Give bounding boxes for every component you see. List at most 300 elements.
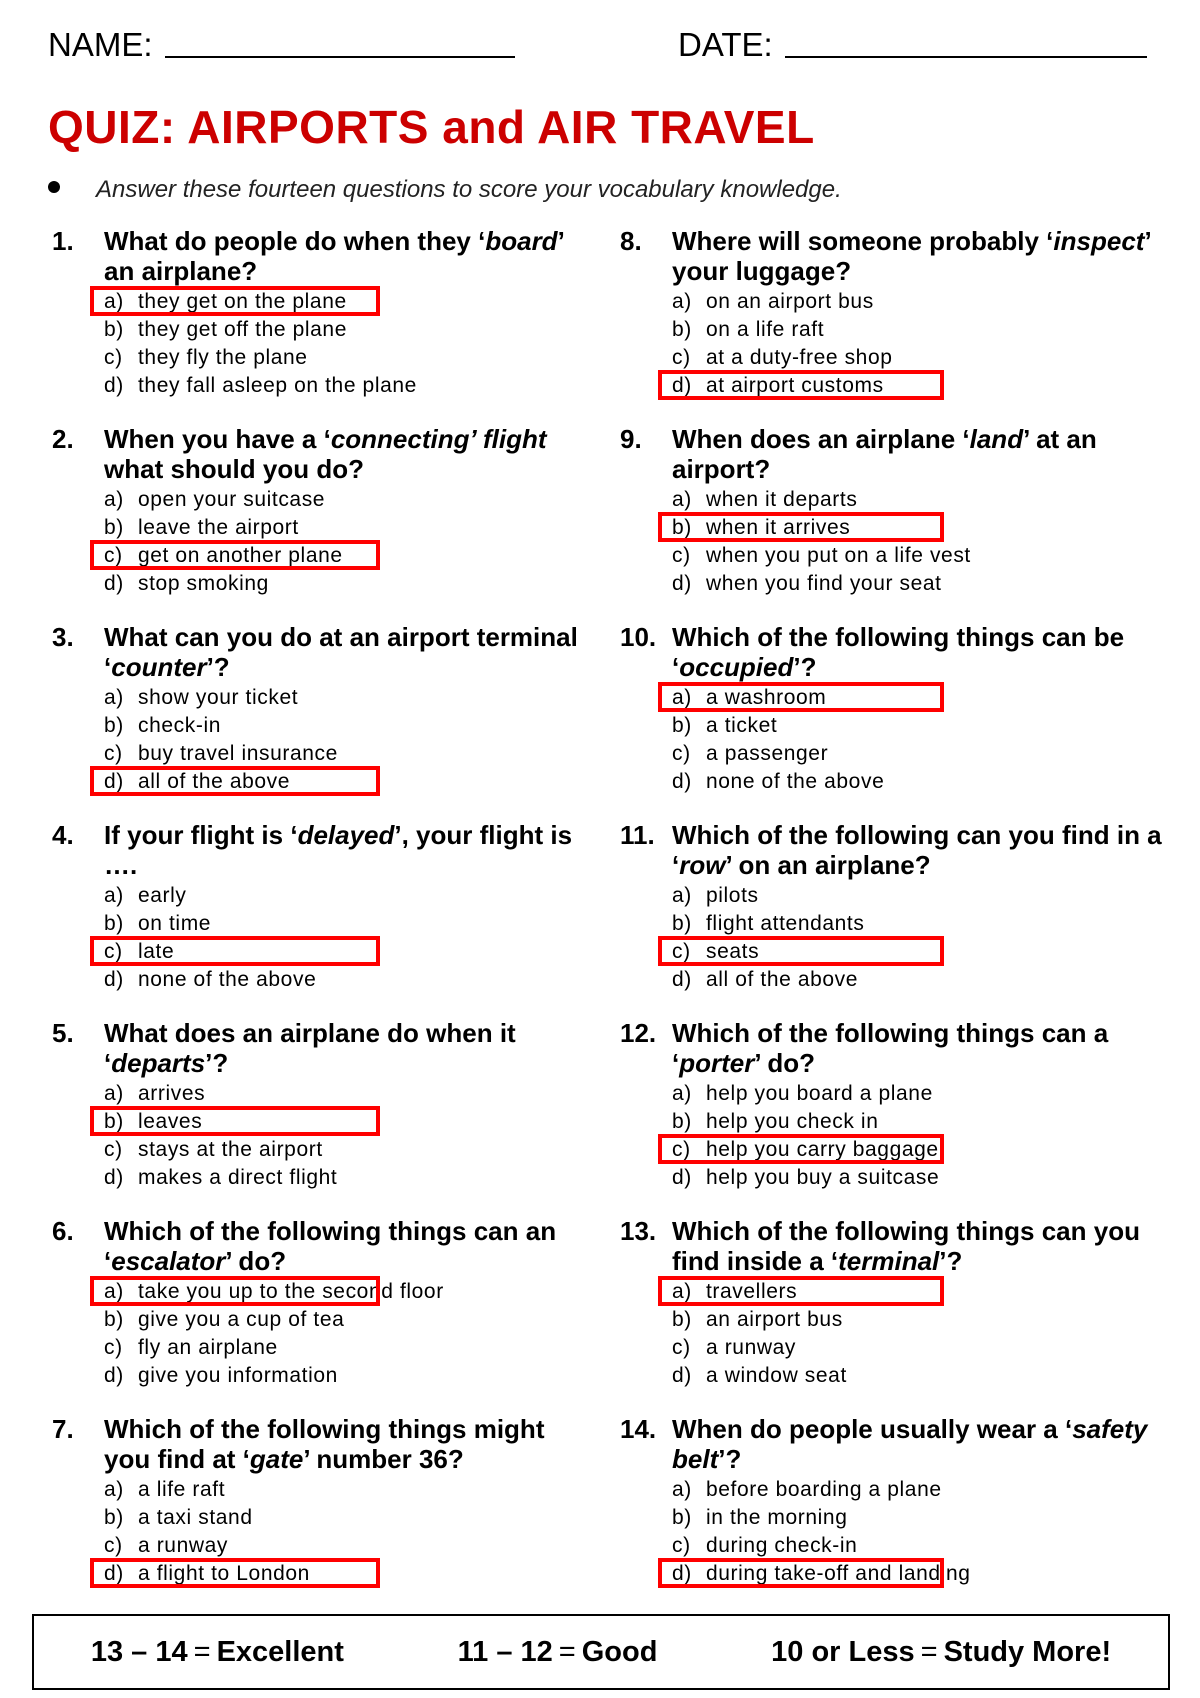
answer-option[interactable] xyxy=(672,570,1165,598)
question-text xyxy=(104,622,597,682)
question-prompt xyxy=(620,622,1165,682)
option-text: take you up to the second floor xyxy=(138,1280,444,1303)
option-letter: a) xyxy=(672,1082,692,1105)
answer-option[interactable] xyxy=(104,1080,597,1108)
option-text: a washroom xyxy=(706,686,827,709)
question-number: 12. xyxy=(620,1018,657,1048)
question-7 xyxy=(52,1414,597,1612)
answer-options xyxy=(104,882,597,994)
answer-option[interactable] xyxy=(104,910,597,938)
question-keyword: terminal xyxy=(838,1246,940,1276)
question-text-part: Where will someone probably ‘ xyxy=(672,226,1054,256)
question-text-part: ’? xyxy=(793,652,817,682)
question-keyword: gate xyxy=(249,1444,304,1474)
question-5 xyxy=(52,1018,597,1216)
answer-option[interactable] xyxy=(104,1334,597,1362)
instructions xyxy=(48,176,842,204)
answer-option[interactable] xyxy=(672,740,1165,768)
answer-options xyxy=(672,882,1165,994)
answer-option[interactable] xyxy=(104,316,597,344)
question-text xyxy=(104,1216,597,1276)
answer-option[interactable] xyxy=(104,712,597,740)
question-keyword: occupied xyxy=(679,652,794,682)
answer-options xyxy=(104,1278,597,1390)
option-text: when it arrives xyxy=(706,516,851,539)
question-2 xyxy=(52,424,597,622)
question-text-part: ’ do? xyxy=(754,1048,816,1078)
question-number: 11. xyxy=(620,820,655,850)
option-text: makes a direct flight xyxy=(138,1166,338,1189)
answer-option-correct[interactable] xyxy=(104,768,597,796)
answer-option[interactable] xyxy=(672,910,1165,938)
option-letter: a) xyxy=(672,1478,692,1501)
question-text-part: What do people do when they ‘ xyxy=(104,226,486,256)
question-number: 14. xyxy=(620,1414,657,1444)
answer-option-correct[interactable] xyxy=(104,542,597,570)
option-letter: b) xyxy=(104,318,124,341)
question-number: 6. xyxy=(52,1216,74,1246)
answer-option-correct[interactable] xyxy=(104,938,597,966)
answer-options xyxy=(672,288,1165,400)
date-blank-line[interactable] xyxy=(785,26,1147,58)
option-letter: b) xyxy=(672,912,692,935)
question-text xyxy=(104,1018,597,1078)
option-letter: a) xyxy=(672,884,692,907)
answer-option[interactable] xyxy=(672,1476,1165,1504)
option-letter: c) xyxy=(104,346,123,369)
option-letter: d) xyxy=(104,1166,124,1189)
answer-option-correct[interactable] xyxy=(672,514,1165,542)
option-letter: a) xyxy=(672,488,692,511)
question-text-part: ’ your luggage? xyxy=(672,226,1151,286)
question-number: 9. xyxy=(620,424,642,454)
score-range: 11 – 12 xyxy=(457,1635,553,1668)
question-prompt xyxy=(52,226,597,286)
answer-option[interactable] xyxy=(672,1164,1165,1192)
question-10 xyxy=(620,622,1165,820)
option-text: seats xyxy=(706,940,760,963)
answer-option[interactable] xyxy=(672,712,1165,740)
answer-option[interactable] xyxy=(104,740,597,768)
question-3 xyxy=(52,622,597,820)
answer-option[interactable] xyxy=(672,542,1165,570)
option-text: when you put on a life vest xyxy=(706,544,971,567)
option-letter: d) xyxy=(104,1562,124,1585)
question-text xyxy=(672,1414,1165,1474)
option-letter: d) xyxy=(104,1364,124,1387)
option-text: leaves xyxy=(138,1110,203,1133)
answer-option[interactable] xyxy=(672,1504,1165,1532)
option-letter: b) xyxy=(672,516,692,539)
option-text: they fly the plane xyxy=(138,346,308,369)
question-text-part: what should you do? xyxy=(104,454,364,484)
answer-options xyxy=(104,288,597,400)
question-keyword: departs xyxy=(111,1048,206,1078)
answer-option-correct[interactable] xyxy=(672,1136,1165,1164)
option-text: none of the above xyxy=(138,968,317,991)
question-text xyxy=(672,1216,1165,1276)
option-letter: b) xyxy=(104,516,124,539)
question-text xyxy=(672,424,1165,484)
question-text-part: ’ at an airport? xyxy=(672,424,1097,484)
option-text: on time xyxy=(138,912,212,935)
question-13 xyxy=(620,1216,1165,1414)
option-text: open your suitcase xyxy=(138,488,326,511)
question-text xyxy=(104,226,597,286)
option-text: they get on the plane xyxy=(138,290,347,313)
option-text: during take-off and landing xyxy=(706,1562,971,1585)
question-prompt xyxy=(620,226,1165,286)
option-letter: d) xyxy=(672,1166,692,1189)
question-number: 7. xyxy=(52,1414,74,1444)
question-text-part: ’ do? xyxy=(225,1246,287,1276)
question-text-part: Which of the following things can be ‘ xyxy=(672,622,1125,682)
question-8 xyxy=(620,226,1165,424)
question-text-part: When you have a ‘ xyxy=(104,424,331,454)
score-rating: Study More! xyxy=(943,1635,1112,1668)
question-text-part: If your flight is ‘ xyxy=(104,820,298,850)
question-number: 8. xyxy=(620,226,642,256)
question-text-part: ’ number 36? xyxy=(303,1444,464,1474)
question-keyword: connecting’ flight xyxy=(330,424,547,454)
question-text-part: When does an airplane ‘ xyxy=(672,424,970,454)
question-text-part: ’ on an airplane? xyxy=(725,850,931,880)
option-text: pilots xyxy=(706,884,759,907)
option-text: an airport bus xyxy=(706,1308,843,1331)
question-number: 10. xyxy=(620,622,657,652)
option-text: leave the airport xyxy=(138,516,299,539)
option-text: none of the above xyxy=(706,770,885,793)
option-letter: a) xyxy=(672,290,692,313)
question-keyword: land xyxy=(969,424,1024,454)
question-text xyxy=(672,1018,1165,1078)
answer-option[interactable] xyxy=(672,1532,1165,1560)
option-text: buy travel insurance xyxy=(138,742,338,765)
question-prompt xyxy=(52,1414,597,1474)
question-keyword: board xyxy=(485,226,558,256)
option-letter: d) xyxy=(672,968,692,991)
option-text: help you board a plane xyxy=(706,1082,933,1105)
option-text: help you carry baggage xyxy=(706,1138,939,1161)
question-keyword: delayed xyxy=(297,820,395,850)
name-blank-line[interactable] xyxy=(165,26,515,58)
score-range: 10 or Less xyxy=(771,1635,915,1668)
question-text-part: Which of the following things might you find at ‘ xyxy=(104,1414,545,1474)
score-legend xyxy=(32,1614,1170,1690)
option-letter: b) xyxy=(104,1110,124,1133)
answer-option-correct[interactable] xyxy=(672,372,1165,400)
answer-option[interactable] xyxy=(104,1504,597,1532)
question-6 xyxy=(52,1216,597,1414)
option-text: travellers xyxy=(706,1280,798,1303)
option-letter: c) xyxy=(104,544,123,567)
option-letter: c) xyxy=(672,742,691,765)
option-text: they get off the plane xyxy=(138,318,347,341)
question-number: 13. xyxy=(620,1216,657,1246)
quiz-title: QUIZ: AIRPORTS and AIR TRAVEL xyxy=(48,101,815,153)
answer-options xyxy=(104,1476,597,1588)
question-14 xyxy=(620,1414,1165,1612)
score-rating: Excellent xyxy=(216,1635,344,1668)
answer-option[interactable] xyxy=(104,344,597,372)
option-letter: b) xyxy=(672,1308,692,1331)
option-text: when you find your seat xyxy=(706,572,942,595)
answer-option-correct[interactable] xyxy=(104,1560,597,1588)
answer-option[interactable] xyxy=(104,1306,597,1334)
score-rating: Good xyxy=(581,1635,658,1668)
answer-option-correct[interactable] xyxy=(672,938,1165,966)
option-letter: c) xyxy=(104,940,123,963)
option-letter: d) xyxy=(672,374,692,397)
answer-option-correct[interactable] xyxy=(672,1560,1165,1588)
option-letter: a) xyxy=(104,290,124,313)
answer-option[interactable] xyxy=(104,966,597,994)
option-text: on a life raft xyxy=(706,318,825,341)
option-letter: c) xyxy=(104,1336,123,1359)
answer-option[interactable] xyxy=(672,1362,1165,1390)
answer-options xyxy=(104,1080,597,1192)
question-number: 5. xyxy=(52,1018,74,1048)
option-text: a flight to London xyxy=(138,1562,310,1585)
answer-option[interactable] xyxy=(672,288,1165,316)
option-text: help you check in xyxy=(706,1110,879,1133)
option-text: give you information xyxy=(138,1364,338,1387)
question-number: 4. xyxy=(52,820,74,850)
answer-option[interactable] xyxy=(104,1476,597,1504)
option-text: at a duty-free shop xyxy=(706,346,893,369)
question-text-part: ’? xyxy=(206,652,230,682)
question-text-part: Which of the following things can an ‘ xyxy=(104,1216,557,1276)
question-1 xyxy=(52,226,597,424)
option-text: a window seat xyxy=(706,1364,847,1387)
option-letter: c) xyxy=(672,346,691,369)
option-text: at airport customs xyxy=(706,374,884,397)
option-text: fly an airplane xyxy=(138,1336,278,1359)
option-letter: c) xyxy=(672,1534,691,1557)
answer-option[interactable] xyxy=(672,486,1165,514)
option-text: when it departs xyxy=(706,488,858,511)
answer-option[interactable] xyxy=(672,882,1165,910)
option-letter: d) xyxy=(104,374,124,397)
score-item: 11 – 12 = Good xyxy=(457,1635,658,1668)
option-letter: b) xyxy=(672,318,692,341)
option-letter: d) xyxy=(104,770,124,793)
option-text: during check-in xyxy=(706,1534,858,1557)
option-letter: d) xyxy=(672,572,692,595)
date-label: DATE: xyxy=(678,26,773,63)
question-11 xyxy=(620,820,1165,1018)
answer-options xyxy=(672,1476,1165,1588)
question-9 xyxy=(620,424,1165,622)
name-field[interactable] xyxy=(48,26,515,64)
answer-option[interactable] xyxy=(104,882,597,910)
question-text xyxy=(672,820,1165,880)
option-text: they fall asleep on the plane xyxy=(138,374,417,397)
question-prompt xyxy=(620,820,1165,880)
question-keyword: row xyxy=(679,850,726,880)
option-text: all of the above xyxy=(706,968,859,991)
answer-option-correct[interactable] xyxy=(672,1278,1165,1306)
option-letter: a) xyxy=(104,1280,124,1303)
option-text: in the morning xyxy=(706,1506,848,1529)
option-text: arrives xyxy=(138,1082,206,1105)
option-text: a taxi stand xyxy=(138,1506,253,1529)
question-prompt xyxy=(52,1216,597,1276)
option-letter: a) xyxy=(672,686,692,709)
option-letter: b) xyxy=(104,1506,124,1529)
question-text-part: When do people usually wear a ‘ xyxy=(672,1414,1073,1444)
option-text: on an airport bus xyxy=(706,290,874,313)
answer-option[interactable] xyxy=(104,1164,597,1192)
question-12 xyxy=(620,1018,1165,1216)
answer-option[interactable] xyxy=(672,1108,1165,1136)
answer-option[interactable] xyxy=(104,684,597,712)
answer-option-correct[interactable] xyxy=(104,288,597,316)
option-text: show your ticket xyxy=(138,686,299,709)
option-letter: c) xyxy=(672,1336,691,1359)
option-text: a passenger xyxy=(706,742,829,765)
answer-option[interactable] xyxy=(104,514,597,542)
answer-option[interactable] xyxy=(672,1080,1165,1108)
date-field[interactable] xyxy=(678,26,1147,64)
question-4 xyxy=(52,820,597,1018)
question-prompt xyxy=(52,424,597,484)
option-text: early xyxy=(138,884,187,907)
answer-option-correct[interactable] xyxy=(672,684,1165,712)
answer-option[interactable] xyxy=(672,768,1165,796)
question-prompt xyxy=(620,1018,1165,1078)
option-text: stop smoking xyxy=(138,572,269,595)
name-label: NAME: xyxy=(48,26,153,63)
option-text: flight attendants xyxy=(706,912,865,935)
question-keyword: safety belt xyxy=(672,1414,1148,1474)
option-letter: a) xyxy=(104,1478,124,1501)
option-text: a life raft xyxy=(138,1478,226,1501)
option-letter: a) xyxy=(104,884,124,907)
option-letter: d) xyxy=(672,1562,692,1585)
question-prompt xyxy=(620,424,1165,484)
option-letter: b) xyxy=(672,714,692,737)
option-letter: c) xyxy=(104,1138,123,1161)
option-letter: c) xyxy=(672,940,691,963)
bullet-icon xyxy=(48,181,60,193)
question-keyword: porter xyxy=(679,1048,755,1078)
option-text: a runway xyxy=(138,1534,229,1557)
answer-options xyxy=(104,684,597,796)
question-number: 2. xyxy=(52,424,74,454)
option-letter: d) xyxy=(672,1364,692,1387)
questions-column-left xyxy=(52,226,597,1612)
option-letter: b) xyxy=(672,1506,692,1529)
question-keyword: inspect xyxy=(1053,226,1145,256)
question-text xyxy=(104,820,597,880)
question-text-part: What does an airplane do when it ‘ xyxy=(104,1018,516,1078)
option-letter: a) xyxy=(104,488,124,511)
option-letter: c) xyxy=(672,1138,691,1161)
option-letter: c) xyxy=(104,742,123,765)
question-text xyxy=(104,424,597,484)
question-text-part: ’? xyxy=(939,1246,963,1276)
question-text xyxy=(104,1414,597,1474)
option-text: help you buy a suitcase xyxy=(706,1166,940,1189)
option-text: stays at the airport xyxy=(138,1138,323,1161)
option-text: all of the above xyxy=(138,770,291,793)
score-item: 13 – 14 = Excellent xyxy=(90,1635,344,1668)
option-letter: b) xyxy=(104,1308,124,1331)
option-letter: a) xyxy=(104,686,124,709)
option-text: get on another plane xyxy=(138,544,343,567)
question-text-part: Which of the following things can you find inside a ‘ xyxy=(672,1216,1140,1276)
question-prompt xyxy=(52,622,597,682)
question-keyword: counter xyxy=(111,652,207,682)
option-letter: d) xyxy=(104,572,124,595)
answer-option[interactable] xyxy=(672,344,1165,372)
option-letter: c) xyxy=(104,1534,123,1557)
question-prompt xyxy=(52,1018,597,1078)
option-text: give you a cup of tea xyxy=(138,1308,345,1331)
questions-column-right xyxy=(620,226,1165,1612)
option-text: late xyxy=(138,940,175,963)
answer-option[interactable] xyxy=(104,1532,597,1560)
question-text xyxy=(672,622,1165,682)
option-letter: a) xyxy=(104,1082,124,1105)
answer-option[interactable] xyxy=(104,372,597,400)
answer-options xyxy=(672,684,1165,796)
option-letter: b) xyxy=(672,1110,692,1133)
answer-option[interactable] xyxy=(104,1362,597,1390)
answer-options xyxy=(104,486,597,598)
answer-option[interactable] xyxy=(104,486,597,514)
option-letter: b) xyxy=(104,714,124,737)
answer-option[interactable] xyxy=(672,1334,1165,1362)
score-item: 10 or Less = Study More! xyxy=(771,1635,1112,1668)
question-text-part: ’, your flight is …. xyxy=(104,820,573,880)
option-text: check-in xyxy=(138,714,221,737)
question-text-part: Which of the following things can a ‘ xyxy=(672,1018,1109,1078)
answer-options xyxy=(672,1278,1165,1390)
answer-options xyxy=(672,1080,1165,1192)
option-letter: b) xyxy=(104,912,124,935)
option-text: before boarding a plane xyxy=(706,1478,942,1501)
instructions-text: Answer these fourteen questions to score your vocabulary knowledge. xyxy=(96,176,842,203)
answer-option[interactable] xyxy=(672,1306,1165,1334)
option-letter: d) xyxy=(104,968,124,991)
question-text-part: What can you do at an airport terminal ‘ xyxy=(104,622,578,682)
question-number: 3. xyxy=(52,622,74,652)
option-letter: c) xyxy=(672,544,691,567)
question-prompt xyxy=(620,1216,1165,1276)
question-text-part: Which of the following can you find in a ‘ xyxy=(672,820,1162,880)
question-prompt xyxy=(52,820,597,880)
score-range: 13 – 14 xyxy=(90,1635,188,1668)
question-text-part: ’? xyxy=(718,1444,742,1474)
answer-option-correct[interactable] xyxy=(104,1278,597,1306)
question-text-part: ’ an airplane? xyxy=(104,226,564,286)
question-keyword: escalator xyxy=(111,1246,226,1276)
option-text: a runway xyxy=(706,1336,797,1359)
question-text xyxy=(672,226,1165,286)
question-prompt xyxy=(620,1414,1165,1474)
answer-option[interactable] xyxy=(104,570,597,598)
answer-option-correct[interactable] xyxy=(104,1108,597,1136)
question-number: 1. xyxy=(52,226,74,256)
answer-option[interactable] xyxy=(104,1136,597,1164)
answer-option[interactable] xyxy=(672,966,1165,994)
answer-options xyxy=(672,486,1165,598)
option-letter: d) xyxy=(672,770,692,793)
answer-option[interactable] xyxy=(672,316,1165,344)
question-text-part: ’? xyxy=(205,1048,229,1078)
